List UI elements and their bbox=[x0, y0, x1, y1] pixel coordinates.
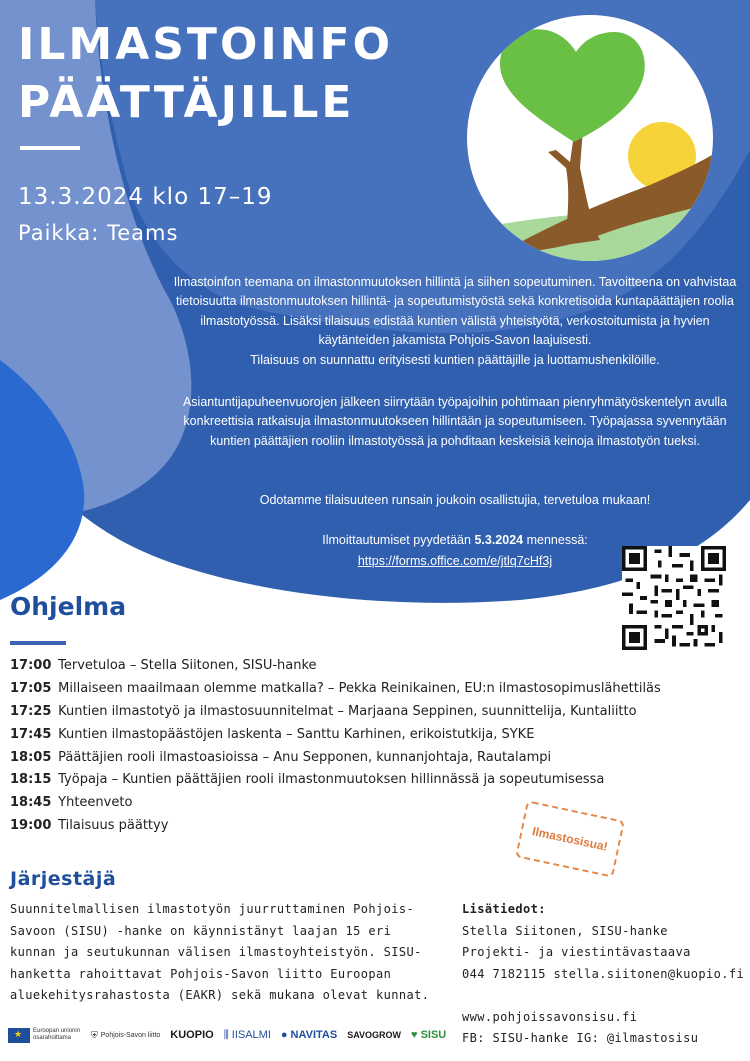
eu-flag-icon bbox=[8, 1028, 30, 1043]
program-underline bbox=[10, 641, 66, 645]
program-item bbox=[10, 747, 661, 770]
sisu-leaf-icon: ♥ bbox=[411, 1029, 418, 1041]
savogrow-logo: SAVOGROW bbox=[347, 1030, 402, 1040]
contact-info bbox=[462, 899, 747, 1050]
organizer-heading: Järjestäjä bbox=[10, 868, 117, 890]
program-time: 18:05 bbox=[10, 749, 52, 765]
title-underline bbox=[20, 146, 80, 150]
contact-role: Projekti- ja viestintävastaava bbox=[462, 945, 691, 959]
contact-name: Stella Siitonen, SISU-hanke bbox=[462, 923, 668, 938]
registration-suffix: mennessä: bbox=[526, 533, 588, 547]
iisalmi-logo: ⫼ IISALMI bbox=[223, 1028, 271, 1041]
contact-label: Lisätiedot: bbox=[462, 902, 546, 916]
crest-icon: ⛨ bbox=[91, 1029, 98, 1040]
intro-paragraph-1 bbox=[168, 273, 742, 370]
intro-paragraph-2: Asiantuntijapuheenvuorojen jälkeen siirrytään työpajoihin pohtimaan pienryhmätyöskentelyn avulla konkreettisia ratkaisuja ilmastonmuutokseen hillintään ja sopeutumiseen. Työpajassa syvennytään kuntien päättäjien rooliin ilmastotyössä ja pohditaan keskeisiä keinoja ilmastotyön tueksi. bbox=[182, 395, 728, 448]
program-time: 17:25 bbox=[10, 703, 52, 719]
program-time: 17:05 bbox=[10, 680, 52, 696]
sponsor-logos bbox=[8, 1022, 448, 1048]
program-text: Yhteenveto bbox=[58, 795, 133, 811]
registration-prefix: Ilmoittautumiset pyydetään bbox=[322, 533, 471, 547]
pohjois-savon-liitto-logo: ⛨ Pohjois-Savon liitto bbox=[91, 1029, 161, 1040]
program-time: 17:45 bbox=[10, 726, 52, 742]
program-item bbox=[10, 701, 661, 724]
contact-spacer bbox=[462, 985, 747, 1007]
registration-date: 5.3.2024 bbox=[474, 533, 524, 547]
eu-logo: ★ Euroopan unionin osarahoittama bbox=[8, 1028, 81, 1043]
event-date: 13.3.2024 klo 17–19 bbox=[18, 184, 273, 210]
contact-phone-email[interactable]: 044 7182115 stella.siitonen@kuopio.fi bbox=[462, 966, 745, 981]
program-text: Työpaja – Kuntien päättäjien rooli ilmastonmuutoksen hillinnässä ja sopeutumisessa bbox=[58, 772, 605, 788]
ilmastosisua-stamp: Ilmastosisua! bbox=[515, 800, 625, 878]
program-text: Kuntien ilmastotyö ja ilmastosuunnitelmat – Marjaana Seppinen, suunnittelija, Kuntaliitto bbox=[58, 703, 637, 719]
program-text: Tervetuloa – Stella Siitonen, SISU-hanke bbox=[58, 658, 317, 673]
program-heading: Ohjelma bbox=[10, 592, 127, 621]
program-text: Päättäjien rooli ilmastoasioissa – Anu Sepponen, kunnanjohtaja, Rautalampi bbox=[58, 749, 552, 765]
program-time: 18:15 bbox=[10, 772, 52, 788]
intro-paragraph-3: Odotamme tilaisuuteen runsain joukoin osallistujia, tervetuloa mukaan! bbox=[259, 493, 651, 507]
event-place: Paikka: Teams bbox=[18, 221, 179, 245]
program-time: 17:00 bbox=[10, 658, 52, 673]
program-item bbox=[10, 724, 661, 747]
program-time: 18:45 bbox=[10, 795, 52, 811]
title-line-1: ILMASTOINFO bbox=[18, 19, 394, 70]
organizer-text: Suunnitelmallisen ilmastotyön juurruttaminen Pohjois-Savoon (SISU) -hanke on käynnistänyt laajan 15 eri kunnan ja seutukunnan välisen ilmastoyhteistyön. SISU-hanketta rahoittavat Pohjois-Savon liitto Euroopan aluekehitysrahastosta (EAKR) sekä mukana olevat kunnat. bbox=[10, 902, 430, 1002]
program-item bbox=[10, 678, 661, 701]
registration-link[interactable]: https://forms.office.com/e/jtlq7cHf3j bbox=[357, 554, 553, 569]
contact-website[interactable]: www.pohjoissavonsisu.fi bbox=[462, 1009, 638, 1024]
kuopio-logo: KUOPIO bbox=[170, 1029, 214, 1041]
contact-social: FB: SISU-hanke IG: @ilmastosisu bbox=[462, 1031, 699, 1045]
title-line-2: PÄÄTTÄJILLE bbox=[18, 77, 355, 128]
program-item bbox=[10, 655, 661, 678]
intro-text-1b: Tilaisuus on suunnattu erityisesti kuntien päättäjille ja luottamushenkilöille. bbox=[250, 352, 660, 367]
program-text: Kuntien ilmastopäästöjen laskenta – Santtu Karhinen, erikoistutkija, SYKE bbox=[58, 726, 535, 742]
sisu-logo: ♥ SISU bbox=[411, 1029, 447, 1041]
navitas-logo: ● NAVITAS bbox=[280, 1029, 338, 1041]
program-text: Tilaisuus päättyy bbox=[58, 818, 169, 834]
program-time: 19:00 bbox=[10, 818, 52, 834]
intro-text-1: Ilmastoinfon teemana on ilmastonmuutoksen hillintä ja siihen sopeutuminen. Tavoitteena on vahvistaa tietoisuutta ilmastonmuutoksen hillintä- ja sopeutumistyöstä sekä konkretisoida kuntapäättäjien roolia ilmastotyössä. Lisäksi tilaisuus edistää kuntien välistä yhteistyötä, verkostoitumista ja hyvien käytänteiden jakamista Pohjois-Savon laajuisesti. bbox=[173, 275, 737, 348]
program-text: Millaiseen maailmaan olemme matkalla? – Pekka Reinikainen, EU:n ilmastosopimuslähettiläs bbox=[58, 680, 661, 696]
page-title bbox=[18, 16, 393, 132]
navitas-dot-icon: ● bbox=[280, 1029, 288, 1041]
iisalmi-mark-icon: ⫼ bbox=[223, 1028, 229, 1041]
program-item bbox=[10, 769, 661, 792]
qr-code[interactable] bbox=[622, 546, 726, 650]
